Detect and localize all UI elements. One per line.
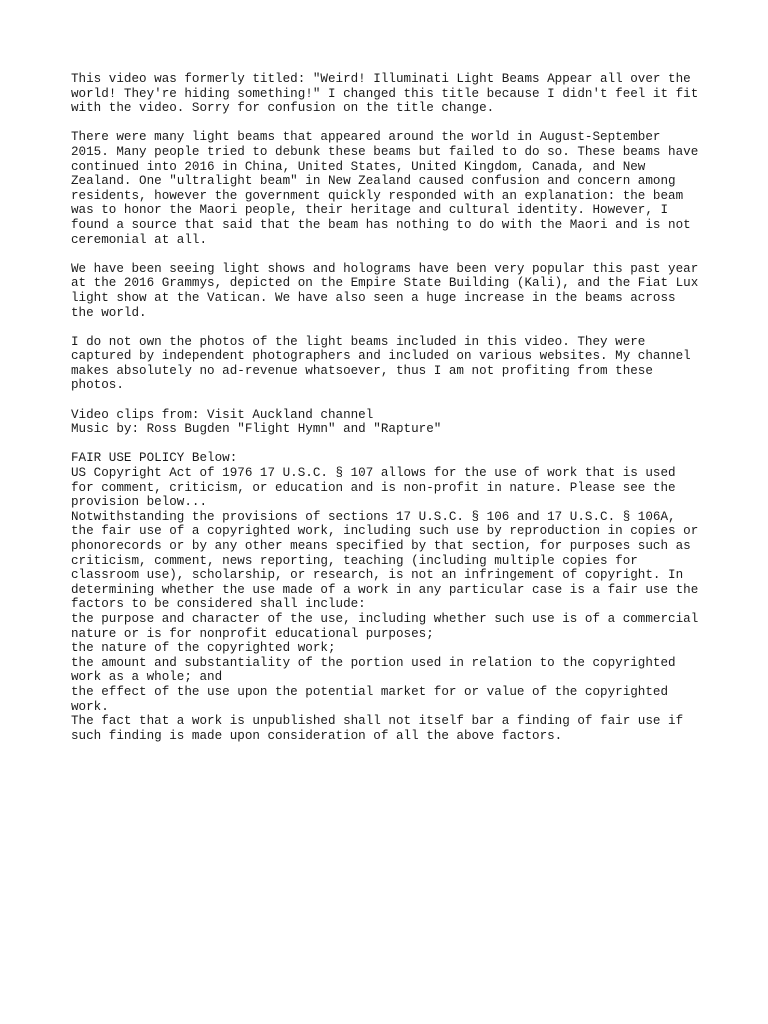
text-line: residents, however the government quickly responded with an explanation: the beam	[71, 188, 684, 203]
text-line: light show at the Vatican. We have also seen a huge increase in the beams across	[71, 290, 676, 305]
paragraph-credits	[71, 408, 711, 437]
text-line: I do not own the photos of the light beams included in this video. They were	[71, 334, 646, 349]
paragraph-light-beams	[71, 130, 711, 247]
text-line: the world.	[71, 305, 147, 320]
text-line: nature or is for nonprofit educational purposes;	[71, 626, 434, 641]
text-line: The fact that a work is unpublished shall not itself bar a finding of fair use if	[71, 714, 684, 729]
paragraph-fair-use-policy	[71, 451, 711, 743]
text-line: such finding is made upon consideration of all the above factors.	[71, 728, 563, 743]
text-line: captured by independent photographers and included on various websites. My channel	[71, 349, 691, 364]
text-line: There were many light beams that appeared around the world in August-September	[71, 130, 661, 145]
text-line: US Copyright Act of 1976 17 U.S.C. § 107 allows for the use of work that is used	[71, 466, 676, 481]
text-line: the nature of the copyrighted work;	[71, 641, 336, 656]
text-line: found a source that said that the beam has nothing to do with the Maori and is not	[71, 217, 691, 232]
paragraph-title-change	[71, 72, 711, 116]
text-line: the fair use of a copyrighted work, including such use by reproduction in copies or	[71, 524, 699, 539]
text-line: Music by: Ross Bugden "Flight Hymn" and "Rapture"	[71, 422, 442, 437]
text-line: the effect of the use upon the potential market for or value of the copyrighted	[71, 684, 669, 699]
document-body	[71, 72, 711, 758]
text-line: Notwithstanding the provisions of sections 17 U.S.C. § 106 and 17 U.S.C. § 106A,	[71, 509, 676, 524]
text-line: We have been seeing light shows and holograms have been very popular this past year	[71, 261, 699, 276]
text-line: determining whether the use made of a work in any particular case is a fair use the	[71, 582, 699, 597]
text-line: for comment, criticism, or education and is non-profit in nature. Please see the	[71, 480, 676, 495]
text-line: makes absolutely no ad-revenue whatsoever, thus I am not profiting from these	[71, 363, 653, 378]
text-line: Video clips from: Visit Auckland channel	[71, 407, 374, 422]
text-line: ceremonial at all.	[71, 232, 208, 247]
text-line: provision below...	[71, 495, 208, 510]
text-line: Zealand. One "ultralight beam" in New Zealand caused confusion and concern among	[71, 174, 676, 189]
text-line: criticism, comment, news reporting, teaching (including multiple copies for	[71, 553, 638, 568]
paragraph-photo-disclaimer	[71, 335, 711, 393]
text-line: This video was formerly titled: "Weird! Illuminati Light Beams Appear all over the	[71, 72, 691, 86]
text-line: work as a whole; and	[71, 670, 223, 685]
text-line: world! They're hiding something!" I changed this title because I didn't feel it fit	[71, 86, 699, 101]
text-line: with the video. Sorry for confusion on the title change.	[71, 101, 495, 116]
text-line: photos.	[71, 378, 124, 393]
text-line: phonorecords or by any other means specified by that section, for purposes such as	[71, 539, 691, 553]
text-line: factors to be considered shall include:	[71, 597, 366, 612]
text-line: was to honor the Maori people, their heritage and cultural identity. However, I	[71, 203, 669, 218]
paragraph-light-shows	[71, 262, 711, 320]
text-line: work.	[71, 699, 109, 714]
text-line: FAIR USE POLICY Below:	[71, 451, 238, 466]
text-line: the amount and substantiality of the portion used in relation to the copyrighted	[71, 655, 676, 670]
text-line: classroom use), scholarship, or research, is not an infringement of copyright. In	[71, 568, 684, 583]
text-line: the purpose and character of the use, including whether such use is of a commercial	[71, 611, 699, 626]
text-line: continued into 2016 in China, United States, United Kingdom, Canada, and New	[71, 159, 646, 174]
text-line: 2015. Many people tried to debunk these beams but failed to do so. These beams have	[71, 144, 699, 159]
text-line: at the 2016 Grammys, depicted on the Empire State Building (Kali), and the Fiat Lux	[71, 276, 699, 291]
